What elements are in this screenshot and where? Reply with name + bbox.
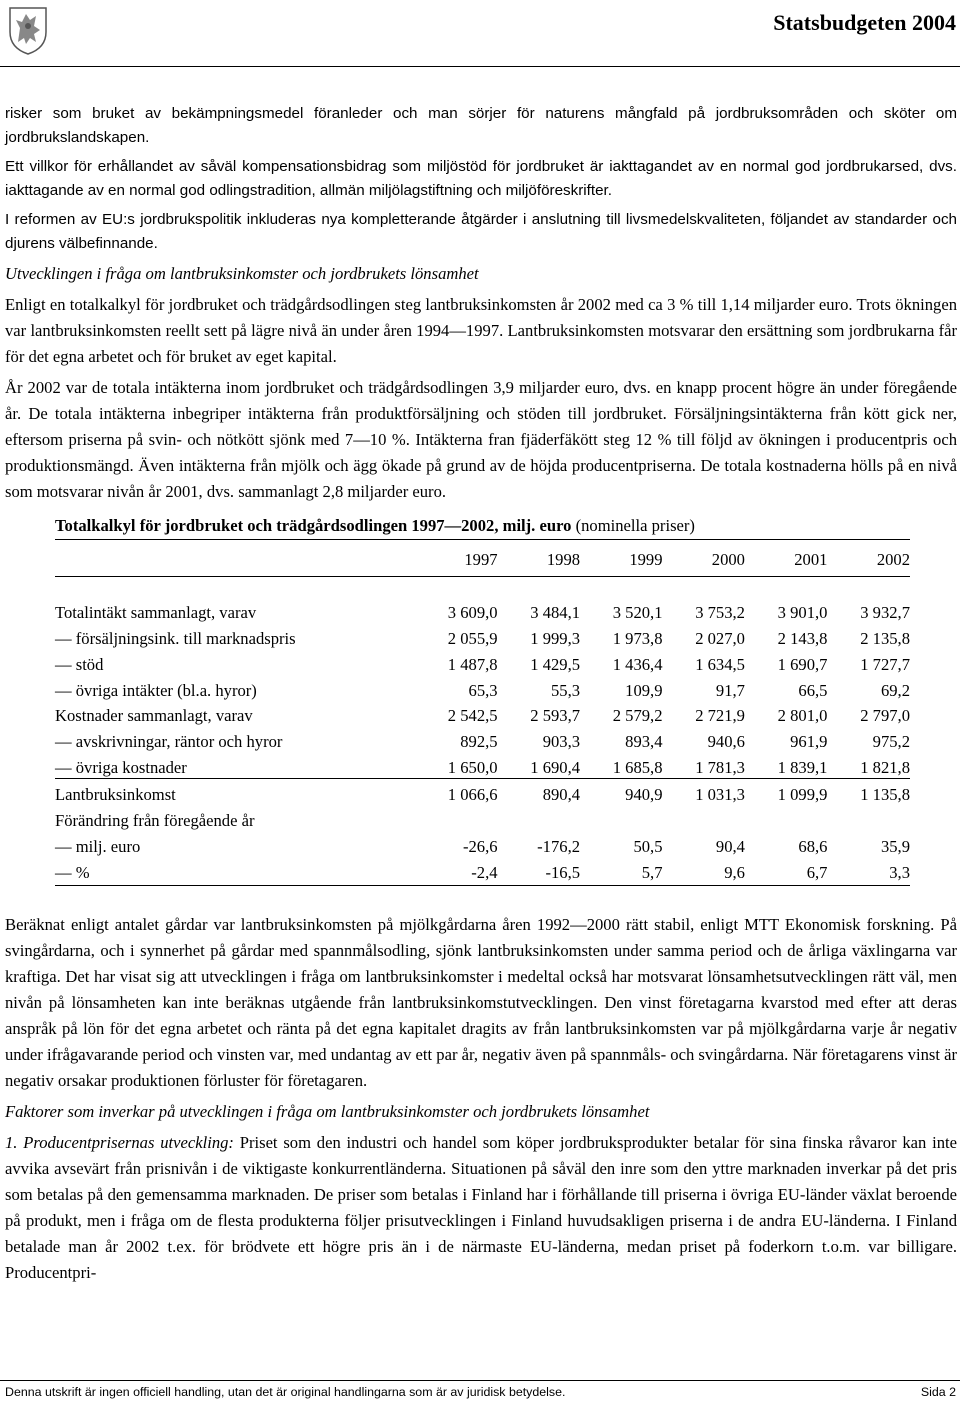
cell-value: -16,5 [498, 857, 580, 885]
cell-value: -26,6 [462, 836, 498, 856]
row-label: — milj. euro [55, 836, 141, 856]
row-label: Lantbruksinkomst [55, 785, 176, 805]
year-header: 2000 [663, 540, 745, 577]
table-spacer-row [55, 577, 910, 598]
section-heading-income: Utvecklingen i fråga om lantbruksinkomster och jordbrukets lönsamhet [5, 264, 479, 283]
cell-value: -176,2 [537, 836, 581, 856]
cell-value: 69,2 [880, 680, 910, 700]
row-label: — avskrivningar, räntor och hyror [55, 732, 283, 752]
cell-value [415, 805, 497, 831]
table-row [55, 675, 910, 701]
paragraph-income-2: År 2002 var de totala intäkterna inom jordbruket och trädgårdsodlingen 3,9 miljarder euro, dvs. en knapp procent högre än under föregående år. De totala intäkterna inbegriper intäkterna från produktförsäljning och stöden till jordbruket. Försäljningsintäkterna från kött gick ner, eftersom priserna på svin- och nötkött sjönk med 7—10 %. Intäkterna fran fjäderfäkött steg 12 % till följd av ökningen i producentpris och produktionsmängd. Även intäkterna från mjölk och ägg ökade på grund av de höjda producentpriserna. De totala kostnaderna hölls på en nivå som motsvarar nivån år 2001, dvs. sammanlagt 2,8 miljarder euro. [5, 378, 957, 501]
cell-value: 9,6 [663, 857, 745, 885]
table-row [55, 623, 910, 649]
cell-value: 66,5 [798, 680, 828, 700]
cell-value: 1 781,3 [663, 752, 745, 778]
cell-value: 3 753,2 [695, 602, 745, 622]
cell-value: 1 650,0 [415, 752, 497, 778]
income-table-block [55, 515, 910, 886]
cell-value: 6,7 [745, 857, 827, 885]
year-header: 1999 [580, 540, 662, 577]
cell-value: 109,9 [625, 680, 663, 700]
cell-value: 3,3 [827, 857, 910, 885]
cell-value: 1 690,4 [498, 752, 580, 778]
cell-value: 3 520,1 [612, 602, 663, 622]
table-title-bold: Totalkalkyl för jordbruket och trädgårdsodlingen 1997—2002, milj. euro [55, 516, 572, 535]
subheading-producer-prices: 1. Producentprisernas utveckling: [5, 1132, 234, 1152]
cell-value: 1 685,8 [580, 752, 662, 778]
cell-value: 3 932,7 [860, 602, 910, 622]
table-row [55, 857, 910, 885]
cell-value: 1 436,4 [612, 654, 663, 674]
cell-value: -2,4 [415, 857, 497, 885]
table-row [55, 831, 910, 857]
cell-value: 3 484,1 [530, 602, 581, 622]
cell-value: 1 135,8 [860, 785, 910, 805]
cell-value: 2 721,9 [695, 706, 745, 726]
row-label: Förändring från föregående år [55, 811, 255, 831]
page-number: Sida 2 [920, 1385, 956, 1399]
paragraph-producer-prices [5, 1130, 957, 1286]
cell-value: 1 487,8 [447, 654, 498, 674]
cell-value: 3 609,0 [447, 602, 498, 622]
cell-value: 65,3 [468, 680, 498, 700]
document-title: Statsbudgeten 2004 [773, 10, 956, 35]
cell-value: 1 066,6 [447, 785, 498, 805]
cell-value: 903,3 [542, 732, 581, 752]
cell-value: 2 027,0 [695, 628, 745, 648]
producer-prices-text: Priset som den industri och handel som köper jordbruksprodukter betalar för sina finska råvaror kan inte avvika avsevärt från prisnivån i de viktigaste konkurrentländerna. Situationen på såväl den inre som den yttre marknaden inverkar på det pris som betalas på den gemensamma marknaden. De priser som betalas i Finland har i förhållande till priserna i övriga EU-länder växlat beroende på produkt, men i fråga om de flesta produkterna följer prisutvecklingen i Finland huvudsakligen priserna i de andra EU-länderna. I Finland betalade man år 2002 t.ex. för brödvete ett högre pris än i de närmaste EU-länderna, medan priset på foderkorn t.o.m. var billigare. Producentpri- [5, 1132, 958, 1282]
row-label: — försäljningsink. till marknadspris [55, 628, 296, 648]
cell-value: 1 634,5 [695, 654, 745, 674]
table-header-row [55, 540, 910, 577]
cell-value: 2 055,9 [447, 628, 498, 648]
row-label: — % [55, 857, 415, 885]
cell-value: 2 593,7 [530, 706, 581, 726]
cell-value: 2 143,8 [777, 628, 828, 648]
page-header [0, 0, 960, 72]
row-label: Totalintäkt sammanlagt, varav [55, 602, 257, 622]
cell-value: 2 135,8 [860, 628, 910, 648]
cell-value: 940,9 [625, 785, 663, 805]
footer-divider [0, 1380, 960, 1381]
income-table [55, 540, 910, 886]
cell-value: 1 429,5 [530, 654, 581, 674]
row-label: — övriga kostnader [55, 752, 415, 778]
section-heading-factors: Faktorer som inverkar på utvecklingen i fråga om lantbruksinkomster och jordbrukets lönsamhet [5, 1101, 650, 1121]
cell-value [663, 805, 745, 831]
cell-value: 91,7 [715, 680, 745, 700]
year-header: 2001 [745, 540, 827, 577]
cell-value: 892,5 [460, 732, 498, 752]
row-label: — stöd [55, 654, 104, 674]
cell-value: 940,6 [707, 732, 745, 752]
cell-value: 1 099,9 [777, 785, 828, 805]
cell-value: 961,9 [790, 732, 828, 752]
cell-value: 5,7 [580, 857, 662, 885]
cell-value [498, 805, 580, 831]
cell-value: 1 690,7 [777, 654, 828, 674]
cell-value [745, 805, 827, 831]
cell-value: 1 821,8 [827, 752, 910, 778]
cell-value: 2 797,0 [860, 706, 910, 726]
paragraph-top-2: Ett villkor för erhållandet av såväl kompensationsbidrag som miljöstöd för jordbruket är iakttagandet av en normal god jordbrukarsed, dvs. iakttagande av en normal god odlingstradition, allmän miljölagstiftning och miljöföreskrifter. [5, 158, 957, 199]
row-label: Kostnader sammanlagt, varav [55, 706, 253, 726]
year-header: 1998 [498, 540, 580, 577]
year-header: 1997 [415, 540, 497, 577]
cell-value: 3 901,0 [777, 602, 828, 622]
footer-disclaimer: Denna utskrift är ingen officiell handling, utan det är original handlingarna som är av juridisk betydelse. [5, 1385, 566, 1399]
cell-value: 1 031,3 [695, 785, 745, 805]
cell-value: 2 579,2 [612, 706, 663, 726]
table-row [55, 649, 910, 675]
cell-value: 55,3 [550, 680, 581, 700]
cell-value: 1 973,8 [612, 628, 663, 648]
row-label: — övriga intäkter (bl.a. hyror) [55, 680, 257, 700]
cell-value: 1 999,3 [530, 628, 581, 648]
cell-value: 2 801,0 [777, 706, 828, 726]
cell-value: 2 542,5 [447, 706, 498, 726]
table-row [55, 752, 910, 778]
table-title [55, 515, 910, 540]
cell-value: 50,5 [633, 836, 663, 856]
cell-value: 890,4 [542, 785, 581, 805]
table-row [55, 597, 910, 623]
table-header-label [55, 540, 415, 577]
paragraph-farm-types: Beräknat enligt antalet gårdar var lantbruksinkomsten på mjölkgårdarna åren 1992—2000 rätt stabil, enligt MTT Ekonomisk forskning. På svingårdarna, och i synnerhet på gårdar med spannmålsodling, sjönk lantbruksinkomsten under samma period och de årliga växlingarna var kraftiga. Det har visat sig att utvecklingen i fråga om lantbruksinkomster i medeltal också har motsvarat lönsamhetsutvecklingen rätt väl, men nivån på lönsamheten kan inte beräknas utgående från lantbruksinkomstutvecklingen. Den vinst företagarna kvarstod med efter att deras anspråk på lön för det egna arbetet och ränta på det egna kapitalet dragits av från lantbruksinkomsten var på mjölkgårdarna varje år negativ under ifrågavarande period och vinsten var, med undantag av ett par år, negativ även på spannmåls- och svingårdarna. När företagarens vinst är negativ orsakar produktionen förluster för företagaren. [5, 914, 957, 1090]
document-body [5, 102, 957, 1291]
paragraph-income-1: Enligt en totalkalkyl för jordbruket och trädgårdsodlingen steg lantbruksinkomsten år 2002 med ca 3 % till 1,14 miljarder euro. Trots ökningen var lantbruksinkomsten reellt sett på lägre nivå än under åren 1994—1997. Lantbruksinkomsten motsvarar den ersättning som jordbrukarna får för det egna arbetet och för bruket av eget kapital. [5, 295, 957, 366]
year-header: 2002 [827, 540, 910, 577]
cell-value: 1 839,1 [745, 752, 827, 778]
table-body [55, 577, 910, 886]
cell-value: 68,6 [798, 836, 828, 856]
section-causes [5, 912, 957, 1286]
header-divider [0, 66, 960, 67]
table-row [55, 726, 910, 752]
paragraph-top-3: I reformen av EU:s jordbrukspolitik inkluderas nya kompletterande åtgärder i anslutning till livsmedelskvaliteten, följandet av standarder och djurens välbefinnande. [5, 211, 957, 252]
cell-value [827, 805, 910, 831]
table-row [55, 805, 910, 831]
cell-value: 893,4 [625, 732, 663, 752]
paragraph-top-1: risker som bruket av bekämpningsmedel föranleder och man sörjer för naturens mångfald på jordbruksområden och sköter om jordbrukslandskapen. [5, 105, 957, 146]
table-title-normal: (nominella priser) [571, 516, 695, 535]
coat-of-arms-icon [6, 4, 50, 56]
table-row [55, 779, 910, 805]
table-row [55, 701, 910, 727]
cell-value: 1 727,7 [860, 654, 910, 674]
cell-value: 35,9 [880, 836, 910, 856]
cell-value: 90,4 [715, 836, 745, 856]
cell-value [580, 805, 662, 831]
cell-value: 975,2 [872, 732, 910, 752]
